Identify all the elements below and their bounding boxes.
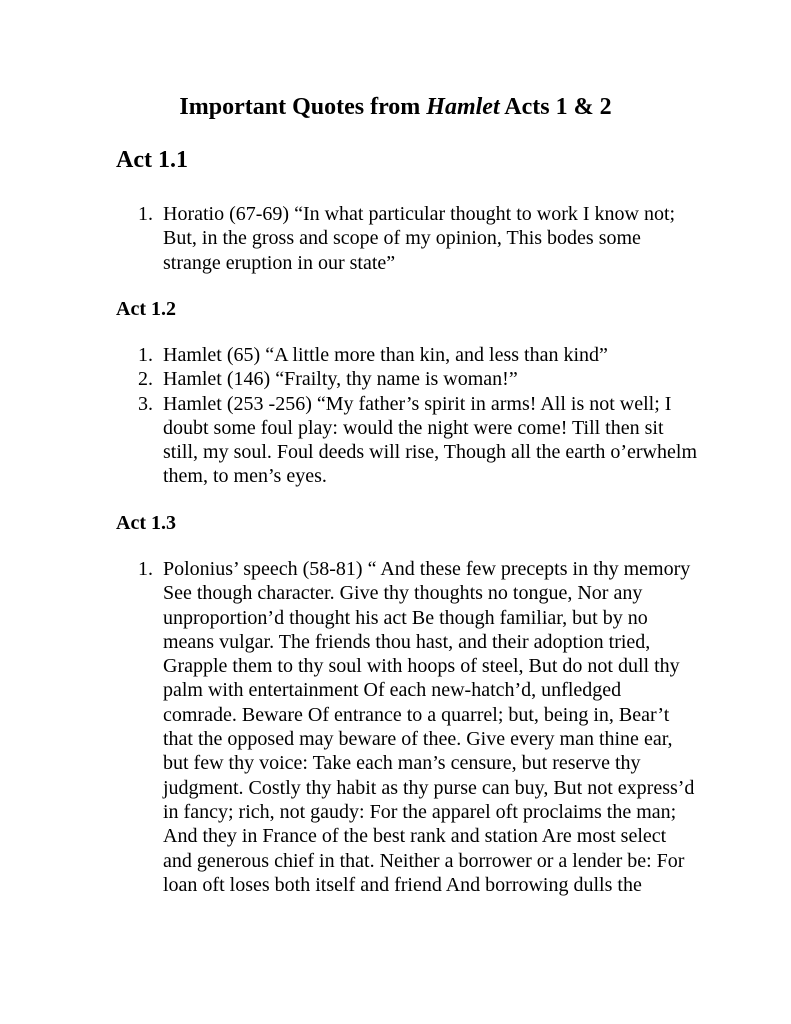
list-item-number: 1.: [138, 344, 153, 366]
quote-text: Polonius’ speech (58-81) “ And these few precepts in thy memory See though character. Give thy thoughts no tongue, Nor any unproportion’d thought his act Be though familiar, but by no means vulgar. The friends thou hast, and their adoption tried, Grapple them to thy soul with hoops of steel, But do not dull thy palm with entertainment Of each new-hatch’d, unfledged comrade. Beware Of entrance to a quarrel; but, being in, Bear’t that the opposed may beware of thee. Give every man thine ear, but few thy voice: Take each man’s censure, but reserve thy judgment. Costly thy habit as thy purse can buy, But not express’d in fancy; rich, not gaudy: For the apparel oft proclaims the man; And they in France of the best rank and station Are most select and generous chief in that. Neither a borrower or a lender be: For loan oft loses both itself and friend And borrowing dulls the: [163, 558, 695, 896]
quote-text: Hamlet (253 -256) “My father’s spirit in arms! All is not well; I doubt some foul play: would the night were come! Till then sit still, my soul. Foul deeds will rise, Though all the earth o’erwhelm them, to men’s eyes.: [163, 392, 697, 488]
list-item: [138, 392, 698, 489]
title-prefix: Important Quotes from: [179, 94, 427, 120]
section-heading-act-1-2: Act 1.2: [116, 298, 176, 320]
title-play-name: Hamlet: [426, 94, 500, 120]
list-item-number: 2.: [138, 368, 153, 391]
quote-text: Hamlet (65) “A little more than kin, and less than kind”: [163, 344, 608, 366]
list-item-number: 3.: [138, 392, 153, 415]
quote-text: Hamlet (146) “Frailty, thy name is woman!”: [163, 368, 518, 391]
section-heading-act-1-1: Act 1.1: [116, 147, 188, 173]
list-item: [138, 367, 698, 391]
list-item: [138, 202, 698, 275]
title-suffix: Acts 1 & 2: [499, 94, 612, 120]
list-item: [138, 557, 698, 897]
quote-list-act-1-3: [138, 557, 698, 897]
section-heading-act-1-3: Act 1.3: [116, 512, 176, 534]
list-item: [138, 343, 698, 367]
list-item-number: 1.: [138, 203, 153, 225]
list-item-number: 1.: [138, 558, 153, 580]
document-title: [0, 92, 791, 122]
quote-list-act-1-2: [138, 343, 698, 489]
quote-text: Horatio (67-69) “In what particular thought to work I know not; But, in the gross and scope of my opinion, This bodes some strange eruption in our state”: [163, 203, 676, 274]
quote-list-act-1-1: [138, 202, 698, 275]
